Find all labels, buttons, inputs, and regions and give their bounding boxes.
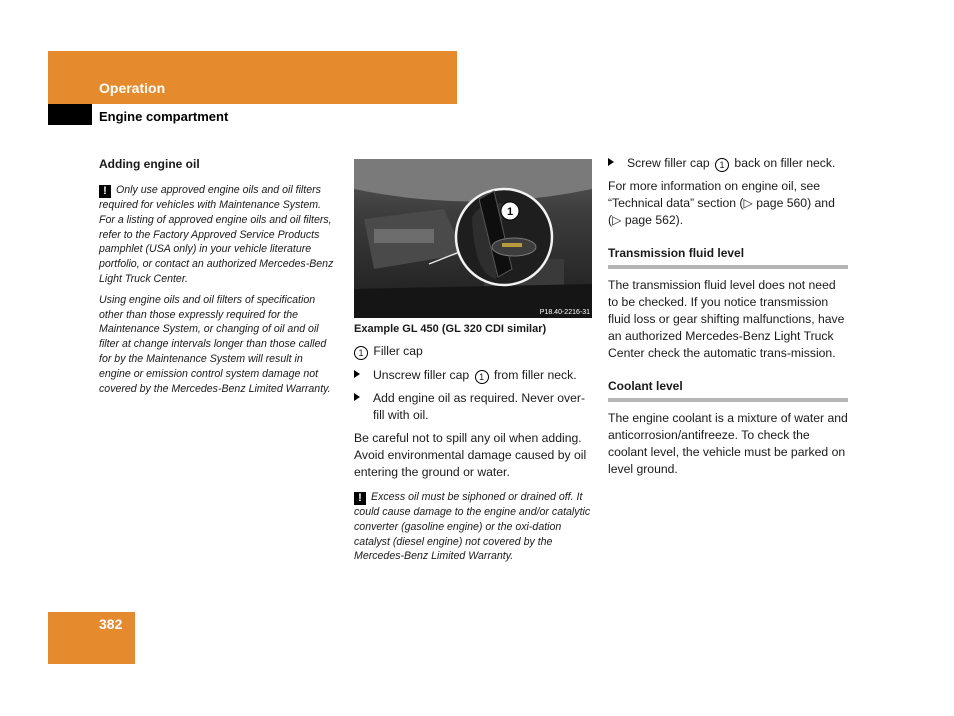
coolant-heading: Coolant level	[608, 378, 848, 402]
exclamation-icon: !	[99, 185, 111, 198]
engine-photo	[354, 159, 592, 318]
legend-filler-cap: 1 Filler cap	[354, 343, 594, 360]
column-2	[354, 343, 594, 564]
page-ref-arrow-icon: ▷	[612, 213, 622, 227]
adding-oil-heading: Adding engine oil	[99, 157, 200, 171]
warning-note-2: Using engine oils and oil filters of specification other than those expressly required for the Maintenance System, or changing of oil and oil filter at change intervals longer than those called for by the Maintenance System will result in engine or emission control system damage not covered by the Mercedes-Benz Limited Warranty.	[99, 293, 331, 395]
warning-note-3: ! Excess oil must be siphoned or drained off. It could cause damage to the engine and/or catalytic converter (gasoline engine) or the oxi-dation catalyst (diesel engine) not covered by the Mercedes-Benz Limited Warranty.	[354, 491, 591, 563]
more-info-paragraph: For more information on engine oil, see “Technical data” section (▷ page 560) and (▷ page 562).	[608, 179, 835, 227]
bullet-arrow-icon	[354, 370, 360, 378]
transmission-paragraph: The transmission fluid level does not need to be checked. If you notice transmission fluid loss or gear shifting malfunctions, have an authorized Mercedes-Benz Light Truck Center check the automatic trans-mission.	[608, 278, 845, 360]
step-unscrew: Unscrew filler cap 1 from filler neck.	[354, 367, 594, 384]
header-bar	[48, 51, 457, 104]
photo-caption: Example GL 450 (GL 320 CDI similar)	[354, 323, 547, 335]
engine-illustration	[354, 159, 592, 318]
section-title: Operation	[99, 80, 166, 96]
exclamation-icon: !	[354, 492, 366, 505]
photo-code: P18.40-2216-31	[539, 309, 590, 316]
coolant-paragraph: The engine coolant is a mixture of water and anticorrosion/antifreeze. To check the coolant level, the vehicle must be parked on level ground.	[608, 411, 848, 476]
column-1	[99, 156, 337, 396]
bullet-arrow-icon	[608, 158, 614, 166]
bullet-arrow-icon	[354, 393, 360, 401]
section-tab-marker	[48, 104, 92, 125]
step-screw-cap: Screw filler cap 1 back on filler neck.	[608, 155, 848, 172]
page-number: 382	[99, 616, 123, 632]
page-ref-arrow-icon: ▷	[743, 196, 753, 210]
subsection-title: Engine compartment	[99, 109, 229, 124]
transmission-heading: Transmission fluid level	[608, 245, 848, 269]
step-add-oil: Add engine oil as required. Never over-fill with oil.	[354, 390, 594, 424]
photo-callout-1: 1	[506, 206, 514, 218]
warning-note-1: ! Only use approved engine oils and oil filters required for vehicles with Maintenance System. For a listing of approved engine oils and oil filters, refer to the Factory Approved Service Products pamphlet (USA only) in your vehicle literature portfolio, or contact an authorized Mercedes-Benz Light Truck Center.	[99, 184, 334, 285]
spill-paragraph: Be careful not to spill any oil when adding. Avoid environmental damage caused by oil entering the ground or water.	[354, 431, 587, 479]
column-3	[608, 155, 848, 478]
